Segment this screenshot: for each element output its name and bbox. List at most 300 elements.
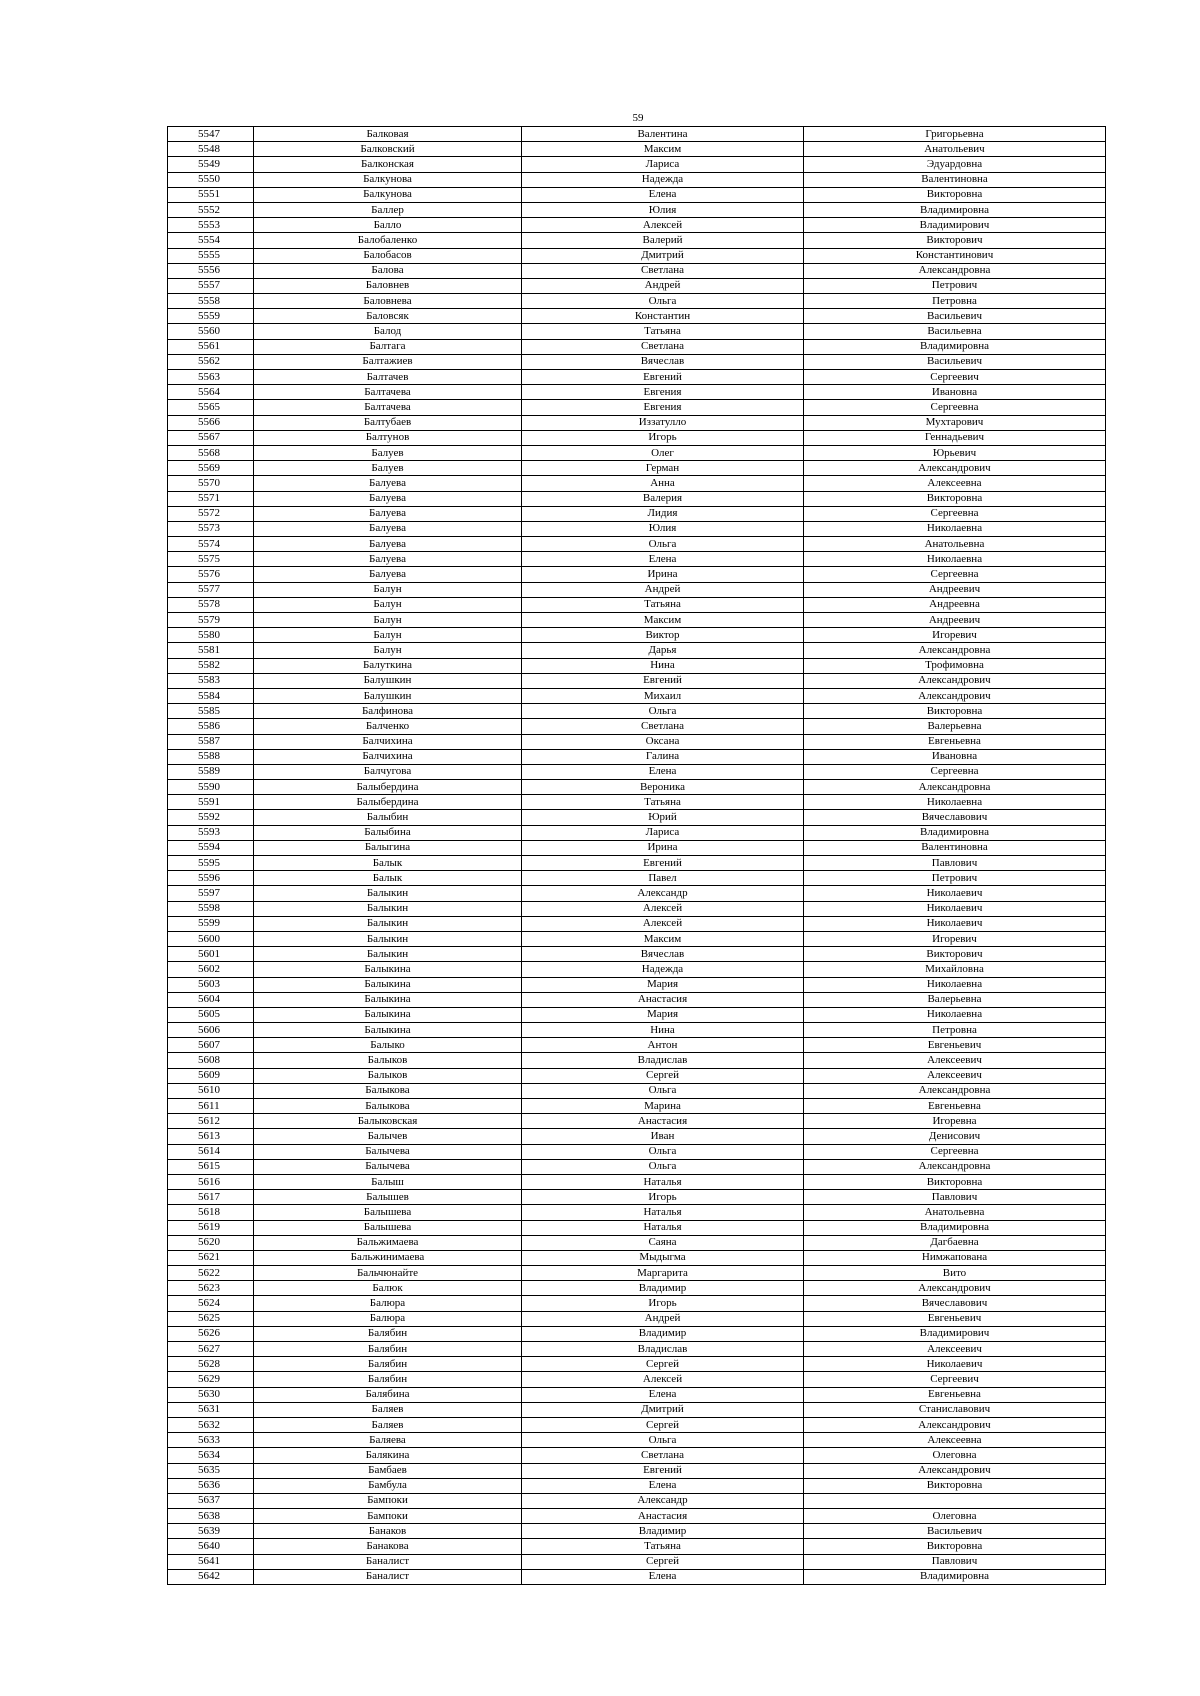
surname-cell: Балчихина xyxy=(254,749,522,764)
surname-cell: Балтажиев xyxy=(254,354,522,369)
first-name-cell: Мыдыгма xyxy=(522,1250,804,1265)
patronymic-cell: Николаевна xyxy=(804,795,1106,810)
surname-cell: Балкунова xyxy=(254,172,522,187)
surname-cell: Балуева xyxy=(254,476,522,491)
row-number-cell: 5618 xyxy=(168,1205,254,1220)
row-number-cell: 5605 xyxy=(168,1007,254,1022)
table-row xyxy=(168,1235,1106,1250)
first-name-cell: Владислав xyxy=(522,1053,804,1068)
first-name-cell: Саяна xyxy=(522,1235,804,1250)
surname-cell: Балышев xyxy=(254,1190,522,1205)
surname-cell: Балыбина xyxy=(254,825,522,840)
row-number-cell: 5623 xyxy=(168,1281,254,1296)
surname-cell: Баловсяк xyxy=(254,309,522,324)
patronymic-cell: Дагбаевна xyxy=(804,1235,1106,1250)
table-row xyxy=(168,1083,1106,1098)
patronymic-cell: Олеговна xyxy=(804,1448,1106,1463)
surname-cell: Балюк xyxy=(254,1281,522,1296)
surname-cell: Балябин xyxy=(254,1326,522,1341)
row-number-cell: 5629 xyxy=(168,1372,254,1387)
table-row xyxy=(168,339,1106,354)
patronymic-cell: Игоревна xyxy=(804,1114,1106,1129)
row-number-cell: 5555 xyxy=(168,248,254,263)
row-number-cell: 5597 xyxy=(168,886,254,901)
row-number-cell: 5602 xyxy=(168,962,254,977)
patronymic-cell: Николаевна xyxy=(804,521,1106,536)
patronymic-cell: Валентиновна xyxy=(804,840,1106,855)
patronymic-cell: Евгеньевна xyxy=(804,1099,1106,1114)
first-name-cell: Сергей xyxy=(522,1554,804,1569)
table-row xyxy=(168,749,1106,764)
row-number-cell: 5611 xyxy=(168,1099,254,1114)
patronymic-cell: Геннадьевич xyxy=(804,430,1106,445)
table-row xyxy=(168,1326,1106,1341)
patronymic-cell: Викторовна xyxy=(804,187,1106,202)
table-row xyxy=(168,1554,1106,1569)
row-number-cell: 5570 xyxy=(168,476,254,491)
first-name-cell: Ольга xyxy=(522,1159,804,1174)
patronymic-cell: Петровна xyxy=(804,1023,1106,1038)
patronymic-cell: Андреевич xyxy=(804,582,1106,597)
table-row xyxy=(168,947,1106,962)
row-number-cell: 5637 xyxy=(168,1493,254,1508)
table-row xyxy=(168,582,1106,597)
table-row xyxy=(168,1539,1106,1554)
surname-cell: Баналист xyxy=(254,1569,522,1584)
patronymic-cell: Павлович xyxy=(804,1554,1106,1569)
patronymic-cell: Александровна xyxy=(804,1159,1106,1174)
table-row xyxy=(168,1159,1106,1174)
surname-cell: Балябин xyxy=(254,1342,522,1357)
row-number-cell: 5600 xyxy=(168,931,254,946)
first-name-cell: Константин xyxy=(522,309,804,324)
roster-table-body xyxy=(168,127,1106,1585)
row-number-cell: 5569 xyxy=(168,461,254,476)
row-number-cell: 5621 xyxy=(168,1250,254,1265)
table-row xyxy=(168,552,1106,567)
surname-cell: Балыко xyxy=(254,1038,522,1053)
surname-cell: Балыкова xyxy=(254,1099,522,1114)
patronymic-cell: Евгеньевич xyxy=(804,1038,1106,1053)
roster-table xyxy=(167,126,1106,1585)
first-name-cell: Мария xyxy=(522,1007,804,1022)
patronymic-cell: Григорьевна xyxy=(804,127,1106,142)
surname-cell: Балуева xyxy=(254,521,522,536)
row-number-cell: 5620 xyxy=(168,1235,254,1250)
first-name-cell: Павел xyxy=(522,871,804,886)
table-row xyxy=(168,916,1106,931)
table-row xyxy=(168,992,1106,1007)
patronymic-cell: Александрович xyxy=(804,1281,1106,1296)
first-name-cell: Андрей xyxy=(522,582,804,597)
table-row xyxy=(168,931,1106,946)
row-number-cell: 5582 xyxy=(168,658,254,673)
first-name-cell: Мария xyxy=(522,977,804,992)
row-number-cell: 5599 xyxy=(168,916,254,931)
row-number-cell: 5603 xyxy=(168,977,254,992)
first-name-cell: Виктор xyxy=(522,628,804,643)
table-row xyxy=(168,825,1106,840)
first-name-cell: Евгений xyxy=(522,673,804,688)
table-row xyxy=(168,1205,1106,1220)
row-number-cell: 5564 xyxy=(168,385,254,400)
table-row xyxy=(168,764,1106,779)
table-row xyxy=(168,901,1106,916)
table-row xyxy=(168,704,1106,719)
patronymic-cell: Николаевич xyxy=(804,1357,1106,1372)
table-row xyxy=(168,248,1106,263)
surname-cell: Балковая xyxy=(254,127,522,142)
row-number-cell: 5585 xyxy=(168,704,254,719)
row-number-cell: 5583 xyxy=(168,673,254,688)
surname-cell: Балкунова xyxy=(254,187,522,202)
first-name-cell: Максим xyxy=(522,142,804,157)
surname-cell: Балябин xyxy=(254,1357,522,1372)
row-number-cell: 5606 xyxy=(168,1023,254,1038)
surname-cell: Балыковская xyxy=(254,1114,522,1129)
first-name-cell: Ольга xyxy=(522,1144,804,1159)
row-number-cell: 5632 xyxy=(168,1417,254,1432)
table-row xyxy=(168,354,1106,369)
patronymic-cell: Александрович xyxy=(804,688,1106,703)
table-row xyxy=(168,1417,1106,1432)
row-number-cell: 5625 xyxy=(168,1311,254,1326)
surname-cell: Баляева xyxy=(254,1433,522,1448)
surname-cell: Банакова xyxy=(254,1539,522,1554)
patronymic-cell: Ивановна xyxy=(804,385,1106,400)
surname-cell: Бальжинимаева xyxy=(254,1250,522,1265)
first-name-cell: Елена xyxy=(522,552,804,567)
row-number-cell: 5613 xyxy=(168,1129,254,1144)
row-number-cell: 5636 xyxy=(168,1478,254,1493)
first-name-cell: Евгений xyxy=(522,370,804,385)
row-number-cell: 5598 xyxy=(168,901,254,916)
row-number-cell: 5561 xyxy=(168,339,254,354)
first-name-cell: Евгения xyxy=(522,400,804,415)
patronymic-cell: Викторович xyxy=(804,947,1106,962)
row-number-cell: 5601 xyxy=(168,947,254,962)
first-name-cell: Сергей xyxy=(522,1357,804,1372)
row-number-cell: 5556 xyxy=(168,263,254,278)
first-name-cell: Надежда xyxy=(522,962,804,977)
table-row xyxy=(168,1311,1106,1326)
first-name-cell: Ольга xyxy=(522,1083,804,1098)
first-name-cell: Анастасия xyxy=(522,1509,804,1524)
surname-cell: Балчугова xyxy=(254,764,522,779)
patronymic-cell: Валерьевна xyxy=(804,719,1106,734)
surname-cell: Балычев xyxy=(254,1129,522,1144)
patronymic-cell: Евгеньевич xyxy=(804,1311,1106,1326)
row-number-cell: 5595 xyxy=(168,856,254,871)
surname-cell: Балуткина xyxy=(254,658,522,673)
patronymic-cell: Сергеевна xyxy=(804,764,1106,779)
surname-cell: Банаков xyxy=(254,1524,522,1539)
patronymic-cell: Викторовна xyxy=(804,704,1106,719)
surname-cell: Балыкин xyxy=(254,931,522,946)
patronymic-cell: Владимировна xyxy=(804,1569,1106,1584)
table-row xyxy=(168,1463,1106,1478)
row-number-cell: 5607 xyxy=(168,1038,254,1053)
patronymic-cell: Александрович xyxy=(804,461,1106,476)
surname-cell: Балюра xyxy=(254,1311,522,1326)
table-row xyxy=(168,461,1106,476)
row-number-cell: 5616 xyxy=(168,1174,254,1189)
patronymic-cell: Викторовна xyxy=(804,1478,1106,1493)
surname-cell: Балова xyxy=(254,263,522,278)
row-number-cell: 5617 xyxy=(168,1190,254,1205)
table-row xyxy=(168,324,1106,339)
row-number-cell: 5587 xyxy=(168,734,254,749)
table-row xyxy=(168,597,1106,612)
patronymic-cell: Викторовна xyxy=(804,1174,1106,1189)
table-row xyxy=(168,506,1106,521)
first-name-cell: Олег xyxy=(522,445,804,460)
patronymic-cell: Петрович xyxy=(804,278,1106,293)
patronymic-cell: Сергеевна xyxy=(804,400,1106,415)
first-name-cell: Елена xyxy=(522,764,804,779)
first-name-cell: Владислав xyxy=(522,1342,804,1357)
first-name-cell: Наталья xyxy=(522,1174,804,1189)
surname-cell: Балтачева xyxy=(254,400,522,415)
first-name-cell: Иван xyxy=(522,1129,804,1144)
patronymic-cell: Сергеевна xyxy=(804,1144,1106,1159)
table-row xyxy=(168,218,1106,233)
patronymic-cell: Мухтарович xyxy=(804,415,1106,430)
row-number-cell: 5548 xyxy=(168,142,254,157)
patronymic-cell: Анатольевна xyxy=(804,1205,1106,1220)
first-name-cell: Елена xyxy=(522,187,804,202)
surname-cell: Балыкин xyxy=(254,916,522,931)
patronymic-cell: Сергеевна xyxy=(804,567,1106,582)
row-number-cell: 5584 xyxy=(168,688,254,703)
table-row xyxy=(168,962,1106,977)
first-name-cell: Ольга xyxy=(522,294,804,309)
table-row xyxy=(168,1402,1106,1417)
row-number-cell: 5614 xyxy=(168,1144,254,1159)
row-number-cell: 5635 xyxy=(168,1463,254,1478)
table-row xyxy=(168,1569,1106,1584)
surname-cell: Балковский xyxy=(254,142,522,157)
first-name-cell: Нина xyxy=(522,658,804,673)
first-name-cell: Максим xyxy=(522,931,804,946)
patronymic-cell: Александровна xyxy=(804,263,1106,278)
first-name-cell: Татьяна xyxy=(522,597,804,612)
surname-cell: Балобаленко xyxy=(254,233,522,248)
table-row xyxy=(168,263,1106,278)
surname-cell: Балышева xyxy=(254,1220,522,1235)
table-row xyxy=(168,673,1106,688)
first-name-cell: Дмитрий xyxy=(522,1402,804,1417)
row-number-cell: 5551 xyxy=(168,187,254,202)
table-row xyxy=(168,840,1106,855)
first-name-cell: Валерия xyxy=(522,491,804,506)
surname-cell: Балыбердина xyxy=(254,795,522,810)
first-name-cell: Светлана xyxy=(522,263,804,278)
surname-cell: Балыкина xyxy=(254,962,522,977)
first-name-cell: Дмитрий xyxy=(522,248,804,263)
surname-cell: Балыкина xyxy=(254,1007,522,1022)
table-row xyxy=(168,795,1106,810)
patronymic-cell: Константинович xyxy=(804,248,1106,263)
row-number-cell: 5610 xyxy=(168,1083,254,1098)
first-name-cell: Валерий xyxy=(522,233,804,248)
first-name-cell: Вячеслав xyxy=(522,947,804,962)
table-row xyxy=(168,1266,1106,1281)
surname-cell: Балуева xyxy=(254,491,522,506)
row-number-cell: 5589 xyxy=(168,764,254,779)
patronymic-cell: Владимирович xyxy=(804,1326,1106,1341)
first-name-cell: Юлия xyxy=(522,521,804,536)
first-name-cell: Вячеслав xyxy=(522,354,804,369)
table-row xyxy=(168,1372,1106,1387)
surname-cell: Баналист xyxy=(254,1554,522,1569)
first-name-cell: Александр xyxy=(522,1493,804,1508)
patronymic-cell: Николаевич xyxy=(804,901,1106,916)
row-number-cell: 5615 xyxy=(168,1159,254,1174)
first-name-cell: Наталья xyxy=(522,1205,804,1220)
surname-cell: Балыкова xyxy=(254,1083,522,1098)
patronymic-cell: Станиславович xyxy=(804,1402,1106,1417)
surname-cell: Балыкина xyxy=(254,977,522,992)
first-name-cell: Лариса xyxy=(522,157,804,172)
row-number-cell: 5624 xyxy=(168,1296,254,1311)
first-name-cell: Светлана xyxy=(522,719,804,734)
surname-cell: Балычева xyxy=(254,1144,522,1159)
row-number-cell: 5604 xyxy=(168,992,254,1007)
table-row xyxy=(168,1023,1106,1038)
table-row xyxy=(168,719,1106,734)
first-name-cell: Светлана xyxy=(522,1448,804,1463)
surname-cell: Балякина xyxy=(254,1448,522,1463)
table-row xyxy=(168,1357,1106,1372)
table-row xyxy=(168,1509,1106,1524)
surname-cell: Балуева xyxy=(254,567,522,582)
surname-cell: Бампоки xyxy=(254,1493,522,1508)
surname-cell: Балфинова xyxy=(254,704,522,719)
table-row xyxy=(168,142,1106,157)
row-number-cell: 5609 xyxy=(168,1068,254,1083)
patronymic-cell: Вячеславович xyxy=(804,1296,1106,1311)
first-name-cell: Герман xyxy=(522,461,804,476)
first-name-cell: Наталья xyxy=(522,1220,804,1235)
table-row xyxy=(168,445,1106,460)
surname-cell: Балык xyxy=(254,856,522,871)
table-row xyxy=(168,187,1106,202)
surname-cell: Баляев xyxy=(254,1402,522,1417)
table-row xyxy=(168,1524,1106,1539)
surname-cell: Бампоки xyxy=(254,1509,522,1524)
row-number-cell: 5552 xyxy=(168,202,254,217)
first-name-cell: Валентина xyxy=(522,127,804,142)
first-name-cell: Владимир xyxy=(522,1524,804,1539)
first-name-cell: Татьяна xyxy=(522,795,804,810)
row-number-cell: 5572 xyxy=(168,506,254,521)
patronymic-cell: Петрович xyxy=(804,871,1106,886)
row-number-cell: 5630 xyxy=(168,1387,254,1402)
table-row xyxy=(168,400,1106,415)
patronymic-cell: Эдуардовна xyxy=(804,157,1106,172)
table-row xyxy=(168,1448,1106,1463)
first-name-cell: Елена xyxy=(522,1478,804,1493)
row-number-cell: 5554 xyxy=(168,233,254,248)
patronymic-cell: Анатольевна xyxy=(804,537,1106,552)
patronymic-cell: Петровна xyxy=(804,294,1106,309)
first-name-cell: Ирина xyxy=(522,840,804,855)
row-number-cell: 5590 xyxy=(168,780,254,795)
patronymic-cell: Александрович xyxy=(804,1417,1106,1432)
table-row xyxy=(168,1493,1106,1508)
table-row xyxy=(168,1007,1106,1022)
surname-cell: Балыбин xyxy=(254,810,522,825)
table-row xyxy=(168,1038,1106,1053)
surname-cell: Балуева xyxy=(254,537,522,552)
row-number-cell: 5562 xyxy=(168,354,254,369)
row-number-cell: 5578 xyxy=(168,597,254,612)
surname-cell: Балыбердина xyxy=(254,780,522,795)
surname-cell: Балун xyxy=(254,613,522,628)
row-number-cell: 5633 xyxy=(168,1433,254,1448)
surname-cell: Балун xyxy=(254,597,522,612)
patronymic-cell xyxy=(804,1493,1106,1508)
patronymic-cell: Владимирович xyxy=(804,218,1106,233)
surname-cell: Балыкин xyxy=(254,901,522,916)
first-name-cell: Александр xyxy=(522,886,804,901)
first-name-cell: Оксана xyxy=(522,734,804,749)
first-name-cell: Лидия xyxy=(522,506,804,521)
patronymic-cell: Алексеевна xyxy=(804,476,1106,491)
patronymic-cell: Денисович xyxy=(804,1129,1106,1144)
table-row xyxy=(168,415,1106,430)
first-name-cell: Евгений xyxy=(522,1463,804,1478)
table-row xyxy=(168,309,1106,324)
patronymic-cell: Трофимовна xyxy=(804,658,1106,673)
surname-cell: Баллер xyxy=(254,202,522,217)
table-row xyxy=(168,1144,1106,1159)
first-name-cell: Анастасия xyxy=(522,1114,804,1129)
row-number-cell: 5579 xyxy=(168,613,254,628)
row-number-cell: 5627 xyxy=(168,1342,254,1357)
first-name-cell: Ольга xyxy=(522,1433,804,1448)
surname-cell: Балтачева xyxy=(254,385,522,400)
first-name-cell: Антон xyxy=(522,1038,804,1053)
row-number-cell: 5580 xyxy=(168,628,254,643)
table-row xyxy=(168,780,1106,795)
patronymic-cell: Михайловна xyxy=(804,962,1106,977)
patronymic-cell: Васильевна xyxy=(804,324,1106,339)
row-number-cell: 5642 xyxy=(168,1569,254,1584)
patronymic-cell: Алексеевич xyxy=(804,1342,1106,1357)
first-name-cell: Юлия xyxy=(522,202,804,217)
patronymic-cell: Владимировна xyxy=(804,339,1106,354)
row-number-cell: 5586 xyxy=(168,719,254,734)
first-name-cell: Ирина xyxy=(522,567,804,582)
surname-cell: Балуев xyxy=(254,461,522,476)
first-name-cell: Надежда xyxy=(522,172,804,187)
patronymic-cell: Викторович xyxy=(804,233,1106,248)
first-name-cell: Игорь xyxy=(522,1296,804,1311)
table-row xyxy=(168,658,1106,673)
first-name-cell: Михаил xyxy=(522,688,804,703)
patronymic-cell: Николаевич xyxy=(804,916,1106,931)
patronymic-cell: Николаевна xyxy=(804,977,1106,992)
patronymic-cell: Андреевна xyxy=(804,597,1106,612)
patronymic-cell: Ивановна xyxy=(804,749,1106,764)
surname-cell: Балыгина xyxy=(254,840,522,855)
surname-cell: Баловнева xyxy=(254,294,522,309)
surname-cell: Балло xyxy=(254,218,522,233)
patronymic-cell: Владимировна xyxy=(804,202,1106,217)
surname-cell: Балконская xyxy=(254,157,522,172)
